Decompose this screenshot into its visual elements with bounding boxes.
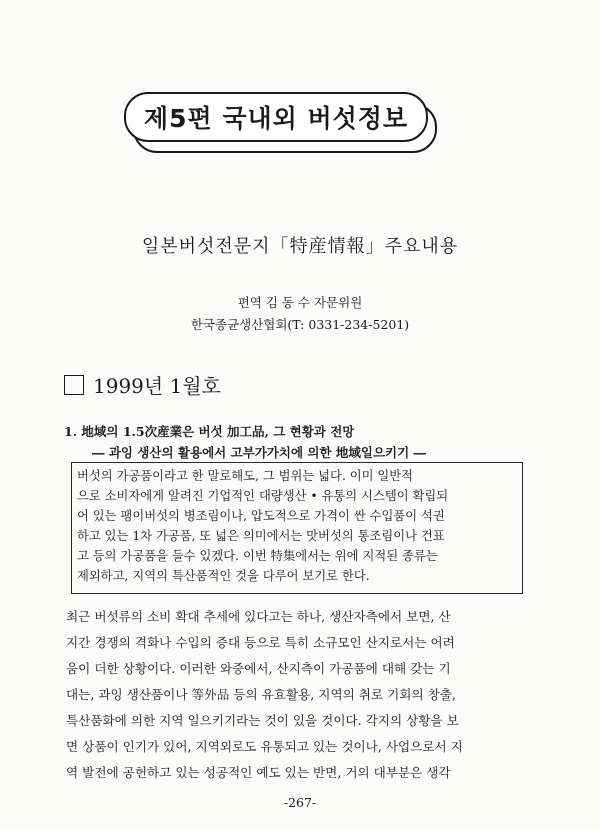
summary-line: 하고 있는 1차 가공품, 또 넓은 의미에서는 맛버섯의 통조림이나 건표 <box>77 529 445 543</box>
summary-box <box>71 462 523 594</box>
item-subheading: ― 과잉 생산의 활용에서 고부가가치에 의한 地域일으키기 ― <box>92 445 427 460</box>
body-line: 지간 경쟁의 격화나 수입의 증대 등으로 특히 소규모인 산지로서는 어려 <box>66 635 455 650</box>
issue-label: 1999년 1월호 <box>93 374 221 398</box>
item-heading: 1. 地域의 1.5次産業은 버섯 加工品, 그 현황과 전망 <box>64 424 355 439</box>
body-line: 면 상품이 인기가 있어, 지역외로도 유통되고 있는 것이나, 사업으로서 지 <box>66 739 463 754</box>
summary-line: 고 등의 가공품을 들수 있겠다. 이번 特集에서는 위에 지적된 종류는 <box>77 549 438 563</box>
summary-line: 버섯의 가공품이라고 한 말로해도, 그 범위는 넓다. 이미 일반적 <box>77 469 414 483</box>
affiliation-credit: 한국종균생산협회(T: 0331-234-5201) <box>190 317 410 332</box>
issue-heading <box>64 370 221 399</box>
section-banner-text: 제5편 국내외 버섯정보 <box>143 104 409 133</box>
body-line: 움이 더한 상황이다. 이러한 와중에서, 산지측이 가공품에 대해 갖는 기 <box>66 661 451 676</box>
body-line: 특산품화에 의한 지역 일으키기라는 것이 있을 것이다. 각지의 상황을 보 <box>66 713 459 728</box>
summary-line: 으로 소비자에게 알려진 기업적인 대량생산 • 유통의 시스템이 확립되 <box>77 489 449 503</box>
page-number: -267- <box>283 795 317 810</box>
summary-line: 제외하고, 지역의 특산품적인 것을 다루어 보기로 한다. <box>77 569 370 583</box>
body-line: 역 발전에 공헌하고 있는 성공적인 예도 있는 반면, 거의 대부분은 생각 <box>66 765 451 780</box>
summary-line: 어 있는 팽이버섯의 병조림이나, 압도적으로 가격이 싼 수입품이 석권 <box>77 509 445 523</box>
body-line: 대는, 과잉 생산품이나 等外品 등의 유효활용, 지역의 취로 기회의 창출, <box>66 687 456 702</box>
translator-credit: 편역 김 동 수 자문위원 <box>237 295 363 310</box>
article-title: 일본버섯전문지「特産情報」주요내용 <box>141 236 459 257</box>
checkbox-square-icon <box>64 375 84 395</box>
body-line: 최근 버섯류의 소비 확대 추세에 있다고는 하나, 생산자측에서 보면, 산 <box>66 609 451 624</box>
section-banner <box>124 92 428 142</box>
